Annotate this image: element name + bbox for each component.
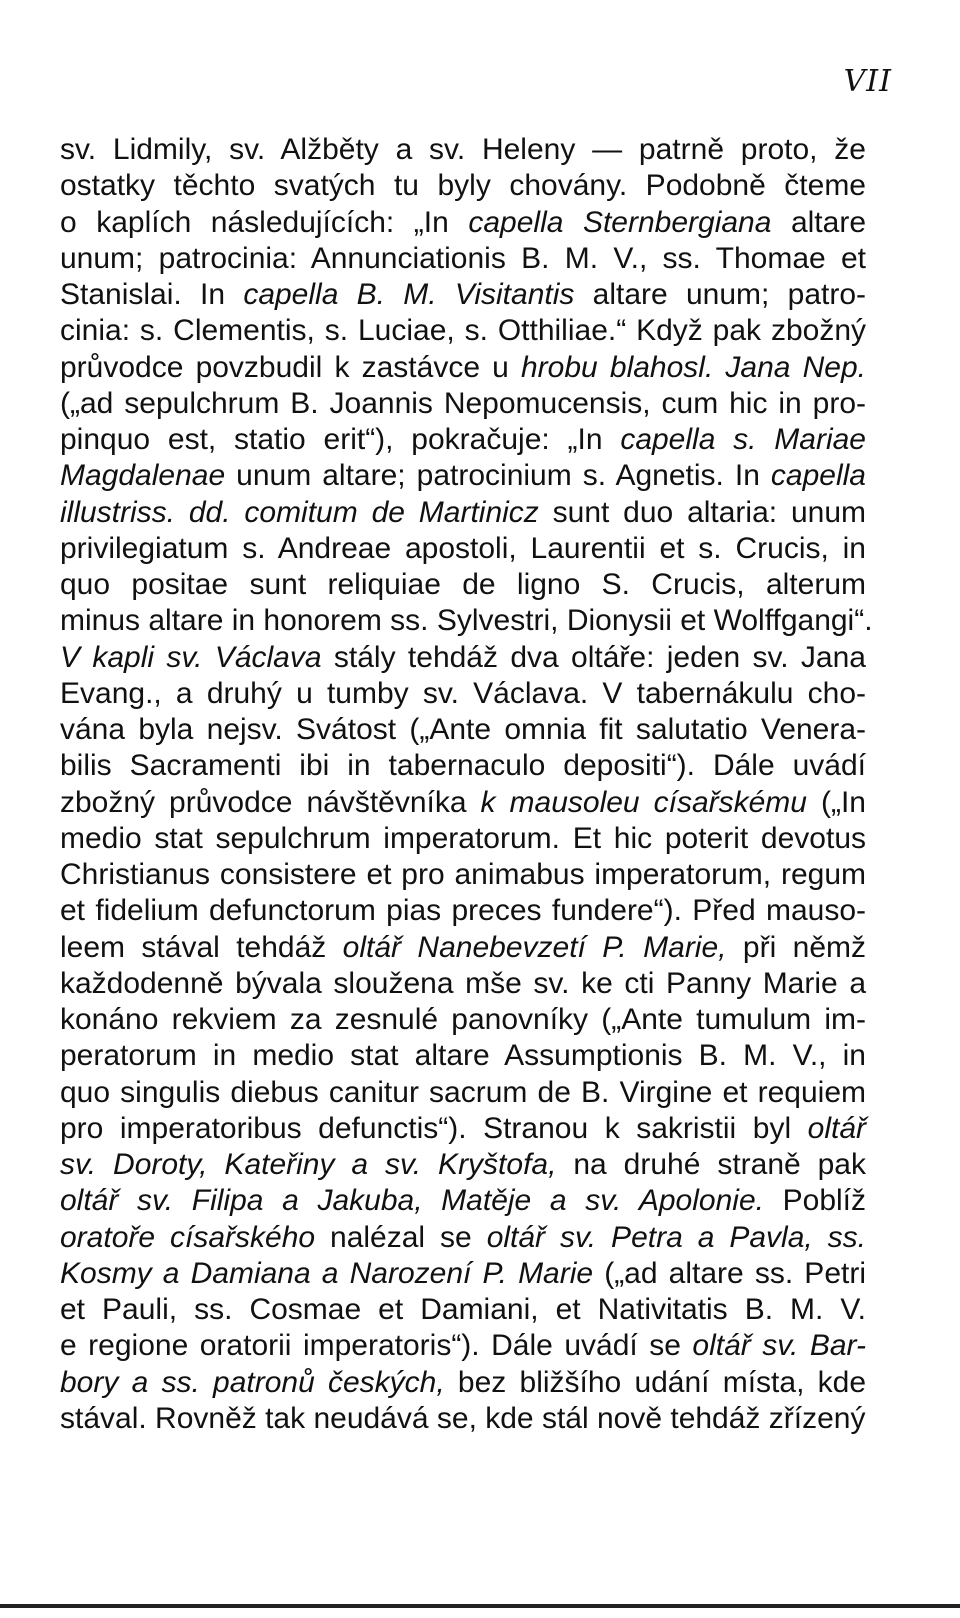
text-line	[60, 567, 866, 603]
page-number: VII	[843, 64, 892, 99]
text-segment: průvodce povzbudil k zastávce u	[60, 350, 521, 384]
text-segment: stával. Rovněž tak neudává se, kde stál nově tehdáž zřízený	[60, 1401, 866, 1435]
italic-segment: Kosmy a Damiana a Narození P. Marie	[60, 1256, 594, 1290]
text-segment: nalézal se	[315, 1220, 487, 1254]
text-segment: Evang., a druhý u tumby sv. Václava. V tabernákulu cho-	[60, 676, 866, 710]
italic-segment: oltář sv. Filipa a Jakuba, Matěje a sv. Apolonie.	[60, 1184, 764, 1218]
text-segment: bilis Sacramenti ibi in tabernaculo depositi“). Dále uvádí	[60, 749, 866, 783]
text-line	[60, 785, 866, 821]
italic-segment: hrobu blahosl. Jana Nep.	[521, 350, 867, 384]
text-line	[60, 676, 866, 712]
text-segment: e regione oratorii imperatoris“). Dále uvádí se	[60, 1329, 693, 1363]
text-line	[60, 893, 866, 929]
text-line	[60, 640, 866, 676]
text-line	[60, 930, 866, 966]
text-segment: na druhé straně pak	[556, 1148, 866, 1181]
text-segment: („ad sepulchrum B. Joannis Nepomucensis, cum hic in pro-	[60, 386, 866, 420]
text-segment: leem stával tehdáž	[60, 930, 343, 964]
text-line	[60, 168, 866, 204]
text-segment: každodenně bývala sloužena mše sv. ke cti Panny Marie a	[60, 966, 866, 1000]
text-segment: stály tehdáž dva oltáře: jeden sv. Jana	[321, 640, 866, 674]
text-line	[60, 1256, 866, 1292]
italic-segment: oltář Nanebevzetí P. Marie,	[342, 930, 727, 964]
italic-segment: oratoře císařského	[60, 1220, 316, 1254]
text-line	[60, 205, 866, 241]
text-segment: unum altare; patrocinium s. Agnetis. In	[225, 459, 771, 493]
text-segment: („ad altare ss. Petri	[593, 1256, 866, 1290]
text-line	[60, 1002, 866, 1038]
text-segment: privilegiatum s. Andreae apostoli, Laurentii et s. Crucis, in	[60, 531, 866, 565]
text-segment: Stanislai. In	[60, 278, 244, 311]
text-line	[60, 1147, 866, 1183]
text-line	[60, 350, 866, 386]
text-line	[60, 1365, 866, 1401]
text-line	[60, 857, 866, 893]
text-segment: cinia: s. Clementis, s. Luciae, s. Otthiliae.“ Když pak zbožný	[60, 314, 866, 348]
italic-segment: k mausoleu císařskému	[480, 785, 807, 819]
text-line	[60, 1111, 866, 1147]
text-segment: pinquo est, statio erit“), pokračuje: „In	[60, 423, 621, 456]
text-line	[60, 277, 866, 313]
text-segment: o kaplích následujících: „In	[60, 205, 469, 239]
text-line	[60, 821, 866, 857]
text-line	[60, 1183, 866, 1219]
text-segment: unum; patrocinia: Annunciationis B. M. V., ss. Thomae et	[60, 241, 866, 275]
italic-segment: capella	[770, 459, 866, 493]
italic-segment: oltář sv. Petra a Pavla, ss.	[486, 1220, 867, 1254]
text-segment: sv. Lidmily, sv. Alžběty a sv. Heleny — patrně proto, že	[60, 133, 866, 166]
text-segment: et Pauli, ss. Cosmae et Damiani, et Nativitatis B. M. V.	[60, 1293, 866, 1326]
text-segment: konáno rekviem za zesnulé panovníky („Ante tumulum im-	[60, 1003, 866, 1036]
text-line	[60, 422, 866, 458]
text-line	[60, 1075, 866, 1111]
italic-segment: oltář sv. Bar-	[692, 1329, 866, 1363]
italic-segment: capella s. Mariae	[620, 423, 866, 456]
text-segment: vána byla nejsv. Svátost („Ante omnia fit salutatio Venera-	[60, 713, 866, 746]
text-line	[60, 531, 866, 567]
text-segment: peratorum in medio stat altare Assumptionis B. M. V., in	[60, 1039, 866, 1073]
italic-segment: oltář	[807, 1111, 866, 1145]
text-line	[60, 1292, 866, 1328]
text-line	[60, 495, 866, 531]
text-line	[60, 386, 866, 422]
text-line	[60, 313, 866, 349]
text-line	[60, 1038, 866, 1074]
text-segment: Christianus consistere et pro animabus imperatorum, regum	[60, 858, 866, 891]
text-line	[60, 1401, 866, 1437]
italic-segment: capella Sternbergiana	[468, 205, 772, 239]
text-segment: při němž	[726, 930, 866, 964]
text-line	[60, 132, 866, 168]
text-segment: minus altare in honorem ss. Sylvestri, Dionysii et Wolffgangi“.	[60, 604, 873, 638]
text-segment: altare unum; patro-	[574, 278, 867, 311]
text-segment: pro imperatoribus defunctis“). Stranou k sakristii byl	[60, 1111, 808, 1145]
text-line	[60, 712, 866, 748]
italic-segment: sv. Doroty, Kateřiny a sv. Kryštofa,	[60, 1148, 557, 1181]
italic-segment: Magdalenae	[60, 459, 226, 493]
text-segment: zbožný průvodce návštěvníka	[60, 785, 481, 819]
text-segment: quo singulis diebus canitur sacrum de B. Virgine et requiem	[60, 1075, 866, 1109]
text-segment: ostatky těchto svatých tu byly chovány. Podobně čteme	[60, 169, 866, 203]
text-segment: sunt duo altaria: unum	[538, 495, 866, 529]
italic-segment: illustriss. dd. comitum de Martinicz	[60, 495, 539, 529]
text-line	[60, 603, 873, 639]
text-line	[60, 241, 866, 277]
text-line	[60, 1328, 866, 1364]
text-segment: Poblíž	[763, 1184, 867, 1218]
italic-segment: capella B. M. Visitantis	[243, 278, 575, 311]
text-line	[60, 1220, 866, 1256]
text-segment: quo positae sunt reliquiae de ligno S. Crucis, alterum	[60, 568, 866, 601]
text-segment: altare	[771, 205, 867, 239]
text-segment: medio stat sepulchrum imperatorum. Et hic poterit devotus	[60, 821, 866, 855]
bottom-rule	[0, 1604, 960, 1608]
italic-segment: V kapli sv. Václava	[60, 640, 322, 674]
italic-segment: bory a ss. patronů českých,	[60, 1365, 445, 1399]
text-line	[60, 748, 866, 784]
text-segment: („In	[806, 785, 866, 819]
text-line	[60, 966, 866, 1002]
text-segment: bez bližšího udání místa, kde	[444, 1365, 866, 1399]
text-line	[60, 458, 866, 494]
body-text	[60, 132, 873, 1437]
text-segment: et fidelium defunctorum pias preces fundere“). Před mauso-	[60, 894, 866, 928]
